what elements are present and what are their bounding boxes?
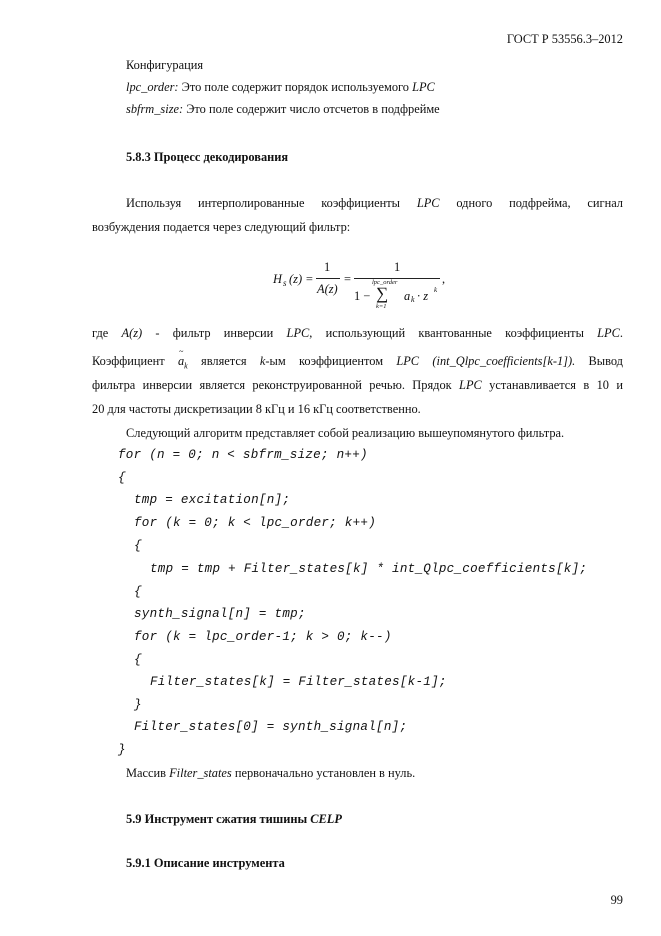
- formula-z: · z: [417, 289, 429, 303]
- where-line4: 20 для частоты дискретизации 8 кГц и 16 кГц соответственно.: [92, 402, 421, 416]
- where-line2: [92, 347, 623, 371]
- where-line3: [92, 378, 623, 393]
- formula-a-sub: k: [411, 295, 415, 304]
- code-line-3: tmp = excitation[n];: [134, 493, 291, 507]
- config-sbfrm-size-line: [126, 102, 440, 117]
- formula-a: a: [404, 289, 411, 303]
- code-line-9: for (k = lpc_order-1; k > 0; k--): [134, 630, 392, 644]
- formula-fraction-bar-1: [316, 278, 340, 279]
- w2-space: [419, 354, 432, 368]
- w3b: устанавливается в 10 и: [481, 378, 623, 392]
- section-5-9-1-title: 5.9.1 Описание инструмента: [126, 856, 285, 870]
- array-init-sentence: [126, 766, 415, 781]
- formula-z-exp: k: [434, 286, 438, 294]
- array-name: Filter_states: [169, 766, 232, 780]
- formula-sigma: ∑: [376, 284, 389, 303]
- section-5-8-3-title: 5.8.3 Процесс декодирования: [126, 150, 289, 164]
- w2-ak: ~ $a_k$: [177, 347, 188, 371]
- w1-lpc: LPC: [286, 326, 310, 340]
- formula-Hz: (z) =: [289, 272, 314, 286]
- code-line-1: for (n = 0; n < sbfrm_size; n++): [118, 448, 368, 462]
- w1b: - фильтр инверсии: [142, 326, 287, 340]
- w3-lpc: LPC: [459, 378, 482, 392]
- config-lpc-order-line: [126, 80, 435, 95]
- sbfrm-size-name: sbfrm_size:: [126, 102, 184, 116]
- sec59-title-a: 5.9 Инструмент сжатия тишины: [126, 812, 311, 826]
- code-line-7: {: [134, 585, 142, 599]
- sec59-title-celp: CELP: [310, 812, 342, 826]
- sec583-paragraph-line1: [126, 196, 623, 211]
- lpc-order-text: Это поле содержит порядок используемого: [178, 80, 413, 94]
- array-text-b: первоначально установлен в нуль.: [231, 766, 416, 780]
- code-line-11: Filter_states[k] = Filter_states[k-1];: [150, 675, 447, 689]
- code-line-10: {: [134, 653, 142, 667]
- document-header: ГОСТ Р 53556.3–2012: [506, 32, 623, 46]
- page-number: 99: [610, 893, 623, 907]
- code-line-5: {: [134, 539, 142, 553]
- filter-formula: [270, 258, 470, 308]
- sec583-paragraph-line2: возбуждения подается через следующий фильтр:: [92, 220, 351, 234]
- w2-code: (int_Qlpc_coefficients[k-1]).: [432, 354, 576, 368]
- code-line-4: for (k = 0; k < lpc_order; k++): [134, 516, 377, 530]
- where-line1: [92, 326, 623, 341]
- w2b: является: [187, 354, 260, 368]
- lpc-order-lpc: LPC: [412, 80, 435, 94]
- w1-Az: A(z): [121, 326, 143, 340]
- p1-lpc: LPC: [416, 196, 440, 210]
- p1-text-b: одного подфрейма, сигнал: [439, 196, 623, 210]
- w1c: , использующий квантованные коэффициенты: [309, 326, 598, 340]
- code-line-12: }: [134, 698, 142, 712]
- formula-H-sub: s: [283, 278, 287, 288]
- code-line-6: tmp = tmp + Filter_states[k] * int_Qlpc_coefficients[k];: [150, 562, 588, 576]
- w2-lpc: LPC: [396, 354, 420, 368]
- w2e: Вывод: [575, 354, 623, 368]
- formula-numerator-2: 1: [394, 260, 401, 274]
- lpc-order-name: lpc_order:: [126, 80, 179, 94]
- w1-lpc2: LPC: [597, 326, 620, 340]
- sbfrm-size-text: Это поле содержит число отсчетов в подфрейме: [183, 102, 440, 116]
- formula-Az: A(z): [317, 282, 338, 296]
- p1-text-a: Используя интерполированные коэффициенты: [126, 196, 417, 210]
- formula-one-minus: 1 −: [354, 289, 371, 303]
- w2-k: k: [259, 354, 266, 368]
- code-line-13: Filter_states[0] = synth_signal[n];: [134, 720, 408, 734]
- formula-numerator-1: 1: [324, 260, 331, 274]
- w3a: фильтра инверсии является реконструированной речью. Прядок: [92, 378, 460, 392]
- code-line-8: synth_signal[n] = tmp;: [134, 607, 306, 621]
- code-line-2: {: [118, 471, 126, 485]
- config-title: Конфигурация: [126, 58, 204, 72]
- formula-equals: =: [344, 272, 351, 286]
- algorithm-intro: Следующий алгоритм представляет собой реализацию вышеупомянутого фильтра.: [126, 426, 565, 440]
- formula-comma: ,: [442, 272, 446, 286]
- formula-H: H: [273, 272, 282, 286]
- code-line-14: }: [118, 743, 126, 757]
- formula-sum-upper: lpc_order: [372, 279, 398, 286]
- w2a: Коэффициент: [92, 354, 178, 368]
- section-5-9-title: [126, 812, 342, 827]
- array-text-a: Массив: [126, 766, 170, 780]
- w1a: где: [92, 326, 122, 340]
- formula-sum-lower: k=1: [376, 303, 387, 310]
- w1d: .: [619, 326, 623, 340]
- w2c: -ым коэффициентом: [265, 354, 397, 368]
